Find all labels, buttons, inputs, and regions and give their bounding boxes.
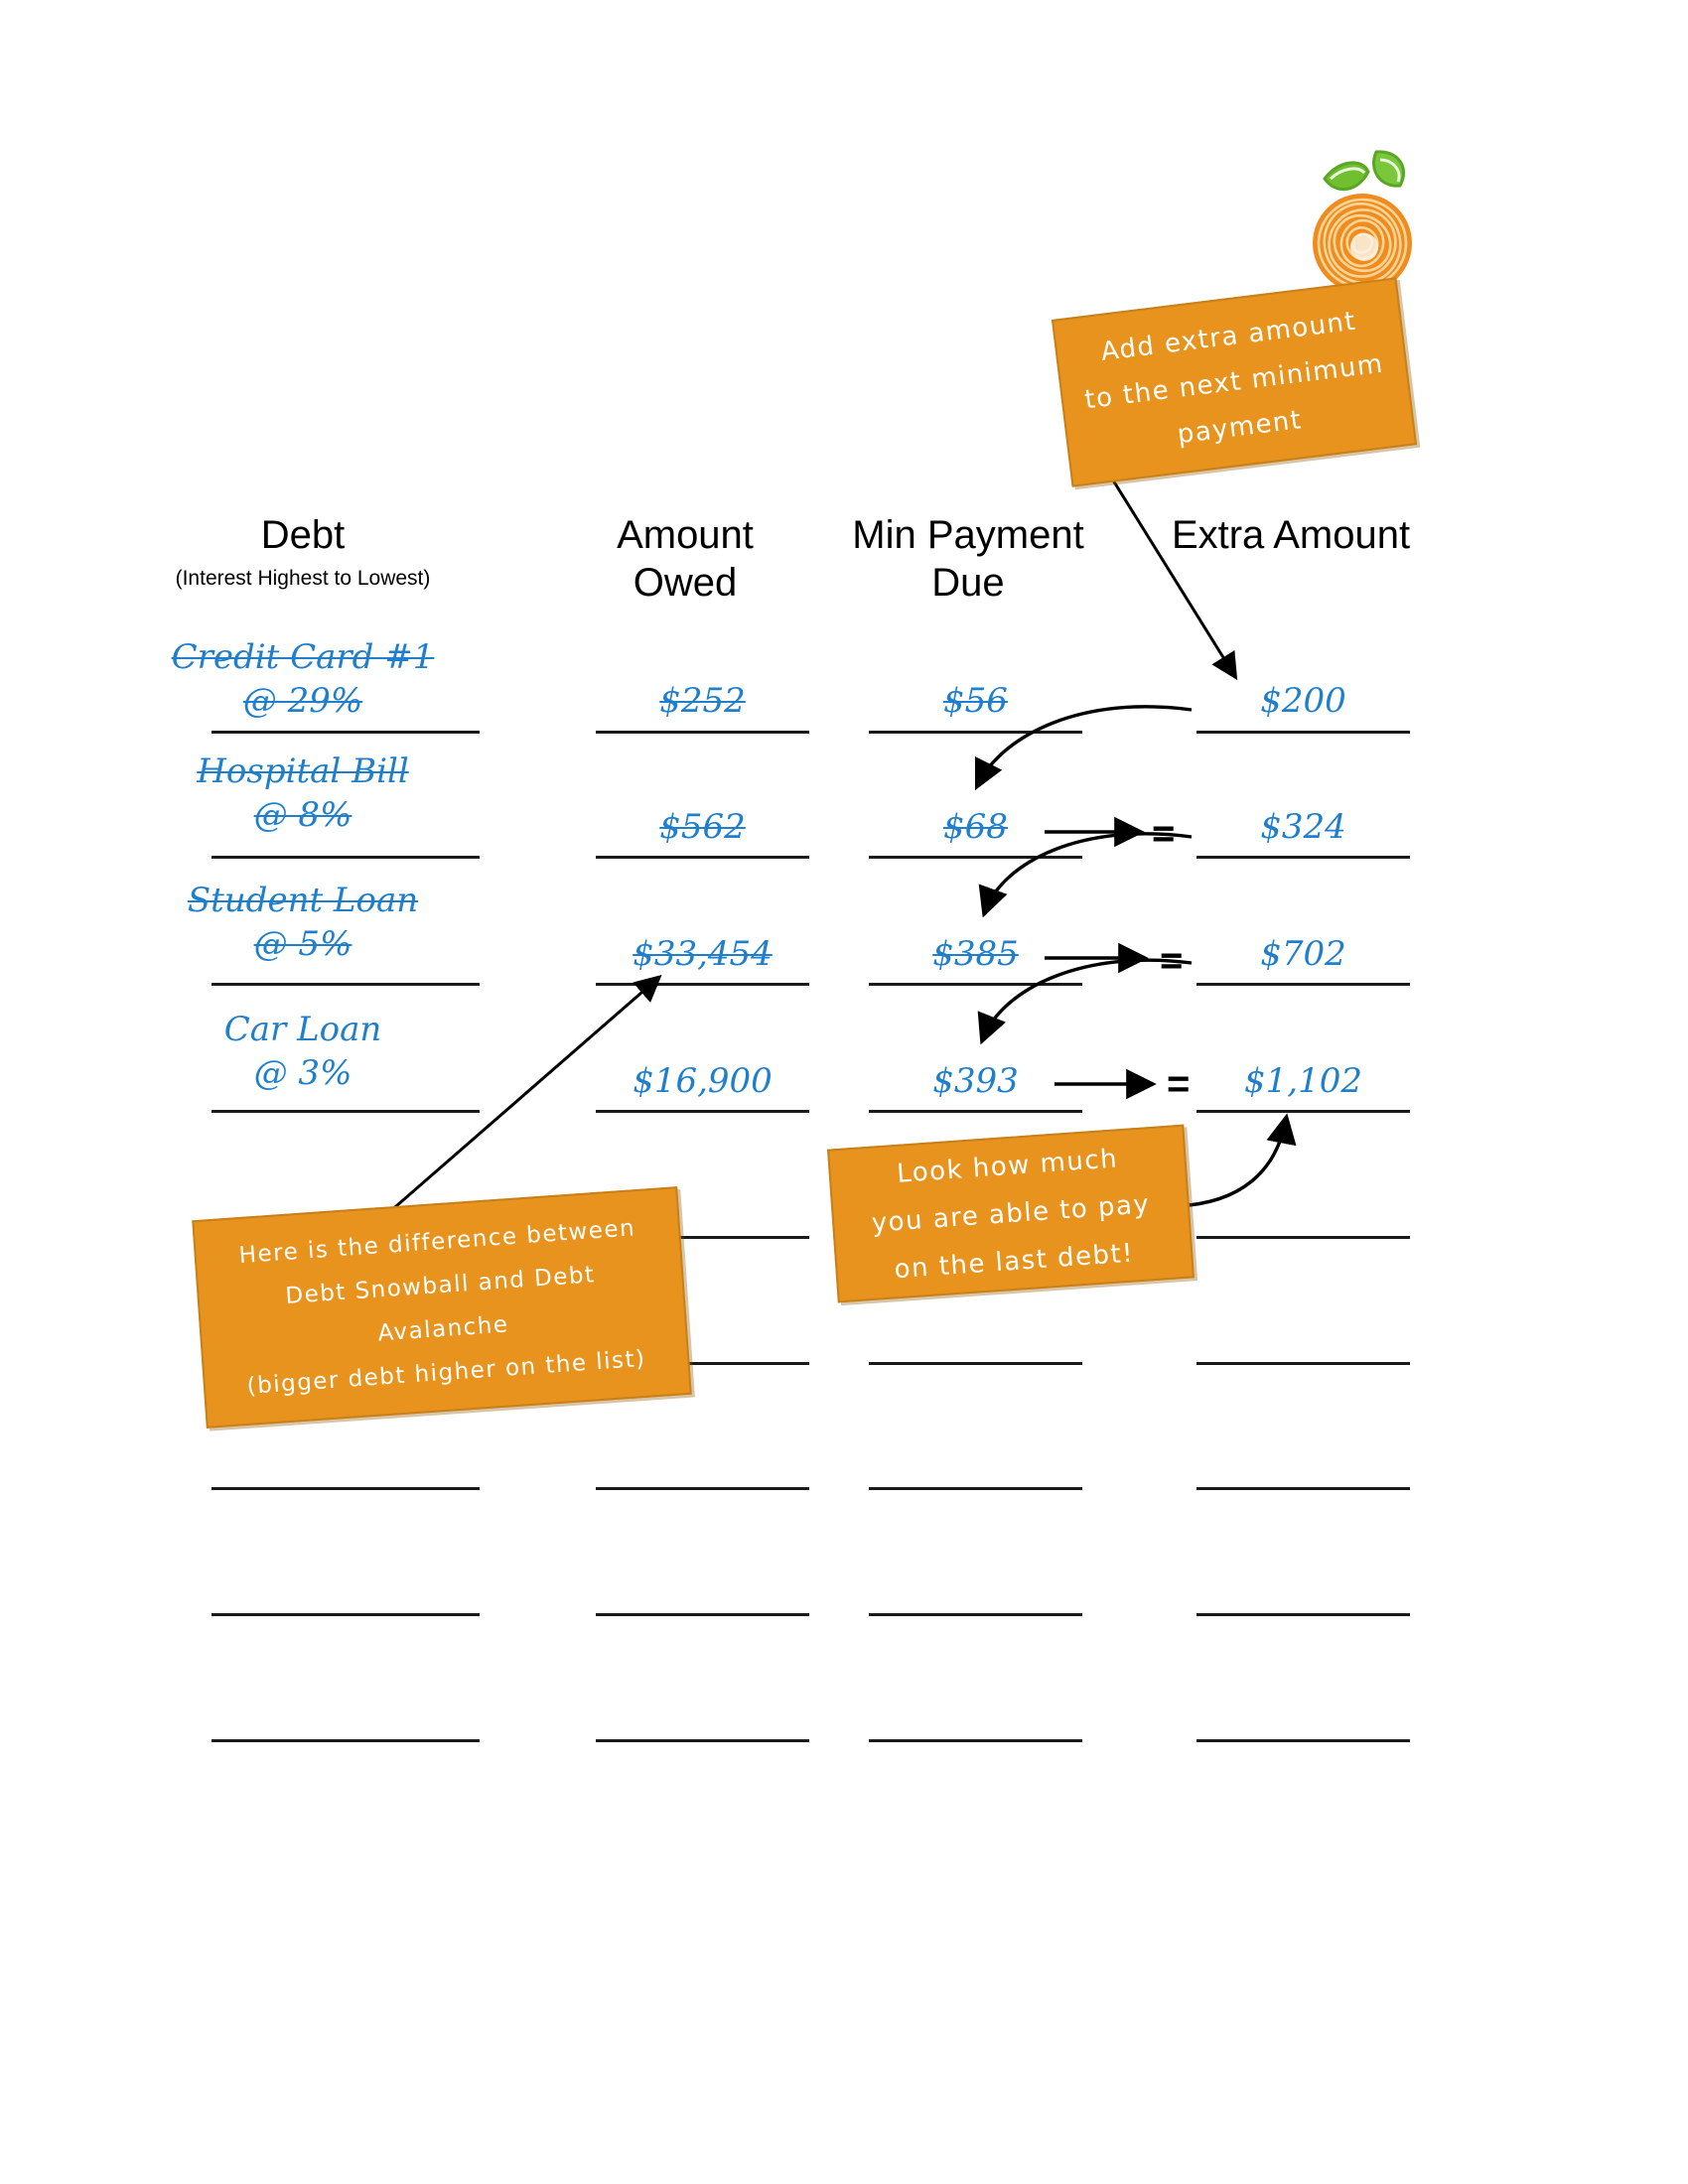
table-row-min-payment: $68 <box>943 807 1008 847</box>
row-rule-owed <box>596 856 809 859</box>
row-rule-extra <box>1196 1362 1410 1365</box>
column-header-debt <box>149 511 457 593</box>
table-row-extra-amount: $324 <box>1260 807 1346 847</box>
row-rule-debt <box>211 731 480 734</box>
row-rule-min <box>869 1739 1082 1742</box>
row-rule-extra <box>1196 1613 1410 1616</box>
column-header-amount-owed-line1: Amount <box>617 513 754 557</box>
row-rule-extra <box>1196 856 1410 859</box>
callout-add-line3: payment <box>1176 405 1305 451</box>
column-header-debt-title: Debt <box>260 513 346 557</box>
callout-add-line2: to the next minimum <box>1082 348 1386 416</box>
table-row-amount-owed: $562 <box>659 807 746 847</box>
debt-name-text: Car Loan <box>223 1010 382 1049</box>
debt-name-text: Credit Card #1 <box>171 637 435 677</box>
row-rule-min <box>869 1487 1082 1490</box>
row-rule-debt <box>211 983 480 986</box>
callout-diff-line1: Here is the difference between <box>237 1215 636 1270</box>
table-row-min-payment: $393 <box>932 1061 1019 1101</box>
callout-snowball-vs-avalanche <box>192 1186 691 1429</box>
row-rule-debt <box>211 856 480 859</box>
leaf-right-icon <box>1373 152 1403 186</box>
column-header-amount-owed-line2: Owed <box>633 561 738 605</box>
column-header-min-payment-line2: Due <box>931 561 1005 605</box>
equals-sign: = <box>1160 939 1184 983</box>
row-rule-owed <box>596 731 809 734</box>
row-rule-owed <box>596 1613 809 1616</box>
callout-last-line3: on the last debt! <box>893 1237 1136 1285</box>
table-row-debt-name <box>149 879 457 966</box>
row-rule-owed <box>596 1739 809 1742</box>
table-row-amount-owed: $33,454 <box>633 934 773 974</box>
row-rule-min <box>869 983 1082 986</box>
equals-sign: = <box>1152 812 1176 856</box>
table-row-extra-amount: $200 <box>1260 681 1346 721</box>
debt-name-text: Student Loan <box>187 881 419 920</box>
debt-rate-text: @ 5% <box>253 924 352 964</box>
row-rule-min <box>869 1110 1082 1113</box>
callout-diff-line3: Avalanche <box>376 1311 510 1347</box>
orange-scribble-logo <box>1281 134 1440 298</box>
callout-add-extra-amount <box>1052 277 1417 486</box>
column-header-min-payment-line1: Min Payment <box>852 513 1084 557</box>
equals-sign: = <box>1167 1062 1191 1106</box>
orange-fruit-icon <box>1313 193 1412 295</box>
table-row-extra-amount: $702 <box>1260 934 1346 974</box>
row-rule-extra <box>1196 1487 1410 1490</box>
row-rule-min <box>869 1613 1082 1616</box>
column-header-amount-owed <box>556 511 814 607</box>
callout-last-line2: you are able to pay <box>870 1188 1152 1239</box>
row-rule-owed <box>596 1487 809 1490</box>
row-rule-min <box>869 1362 1082 1365</box>
callout-add-line1: Add extra amount <box>1099 306 1358 368</box>
row-rule-extra <box>1196 731 1410 734</box>
row-rule-extra <box>1196 1110 1410 1113</box>
debt-rate-text: @ 8% <box>253 795 352 835</box>
column-header-min-payment <box>824 511 1112 607</box>
table-row-amount-owed: $16,900 <box>633 1061 773 1101</box>
table-row-debt-name <box>149 1008 457 1095</box>
row-rule-extra <box>1196 1739 1410 1742</box>
table-row-amount-owed: $252 <box>659 681 746 721</box>
row-rule-extra <box>1196 1236 1410 1239</box>
row-rule-min <box>869 731 1082 734</box>
table-row-debt-name <box>149 750 457 837</box>
callout-last-line1: Look how much <box>896 1143 1120 1189</box>
row-rule-debt <box>211 1739 480 1742</box>
callout-diff-line4: (bigger debt higher on the list) <box>245 1345 647 1400</box>
column-header-extra-amount <box>1142 511 1440 559</box>
row-rule-min <box>869 856 1082 859</box>
row-rule-debt <box>211 1613 480 1616</box>
callout-look-how-much <box>827 1125 1195 1303</box>
column-header-debt-subtitle: (Interest Highest to Lowest) <box>175 567 431 590</box>
row-rule-owed <box>596 983 809 986</box>
arrow-last-debt-to-extra-amount <box>1177 1120 1286 1206</box>
column-header-extra-amount-title: Extra Amount <box>1171 513 1411 557</box>
row-rule-owed <box>596 1110 809 1113</box>
table-row-min-payment: $56 <box>943 681 1008 721</box>
callout-diff-line2: Debt Snowball and Debt <box>284 1262 597 1309</box>
leaf-left-icon <box>1325 163 1368 190</box>
debt-name-text: Hospital Bill <box>197 751 409 791</box>
table-row-debt-name <box>149 635 457 723</box>
table-row-extra-amount: $1,102 <box>1244 1061 1362 1101</box>
row-rule-debt <box>211 1110 480 1113</box>
row-rule-extra <box>1196 983 1410 986</box>
debt-rate-text: @ 29% <box>242 681 363 721</box>
table-row-min-payment: $385 <box>932 934 1019 974</box>
row-rule-debt <box>211 1487 480 1490</box>
debt-rate-text: @ 3% <box>253 1053 352 1093</box>
